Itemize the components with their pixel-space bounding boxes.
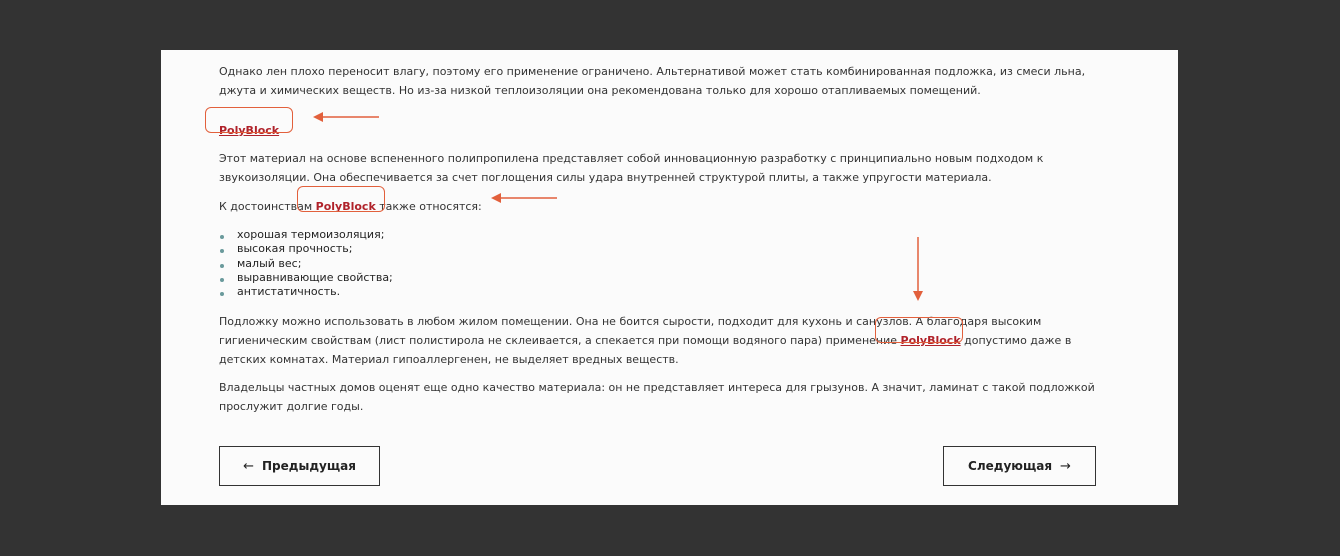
previous-button-label: Предыдущая (262, 459, 356, 473)
list-item: антистатичность. (219, 285, 393, 299)
advantages-text-after: также относятся: (375, 200, 482, 213)
list-item: хорошая термоизоляция; (219, 228, 393, 242)
polyblock-inline-link-advantages[interactable]: PolyBlock (315, 200, 376, 213)
paragraph-linen: Однако лен плохо переносит влагу, поэтому его применение ограничено. Альтернативой может стать комбинированная подложка, из смеси льна, джута и химических веществ. Но из-за низкой теплоизоляции она рекомендована только для хорошо отапливаемых помещений. (219, 65, 1086, 97)
next-button-label: Следующая (968, 459, 1053, 473)
paragraph-rodents: Владельцы частных домов оценят еще одно качество материала: он не представляет интереса для грызунов. А значит, ламинат с такой подложкой прослужит долгие годы. (219, 381, 1095, 413)
paragraph-advantages-intro (219, 197, 1099, 216)
advantages-text-before: К достоинствам (219, 200, 316, 213)
list-item: высокая прочность; (219, 242, 393, 256)
polyblock-heading-link[interactable]: PolyBlock (219, 124, 280, 137)
arrow-right-icon: → (1060, 458, 1071, 474)
polyblock-inline-link-usage[interactable]: PolyBlock (900, 334, 961, 347)
paragraph-usage (219, 312, 1099, 369)
usage-text-after: допустимо даже в детских комнатах. Материал гипоаллергенен, не выделяет вредных веществ. (219, 334, 1072, 366)
list-item: выравнивающие свойства; (219, 271, 393, 285)
usage-text-before: Подложку можно использовать в любом жилом помещении. Она не боится сырости, подходит для кухонь и санузлов. А благодаря высоким гигиеническим свойствам (лист полистирола не склеивается, а спекается при помощи водяного пара) применение (219, 315, 1042, 347)
arrow-left-icon: ← (243, 458, 254, 474)
arrow-down-icon (911, 237, 925, 303)
previous-button[interactable] (219, 446, 380, 486)
paragraph-polyblock-description: Этот материал на основе вспененного полипропилена представляет собой инновационную разработку с принципиально новым подходом к звукоизоляции. Она обеспечивается за счет поглощения силы удара внутренней структурой плиты, а также упругости материала. (219, 152, 1044, 184)
advantages-list (219, 228, 393, 299)
article-panel (161, 50, 1178, 505)
next-button[interactable] (943, 446, 1096, 486)
arrow-left-icon (311, 110, 381, 124)
list-item: малый вес; (219, 257, 393, 271)
